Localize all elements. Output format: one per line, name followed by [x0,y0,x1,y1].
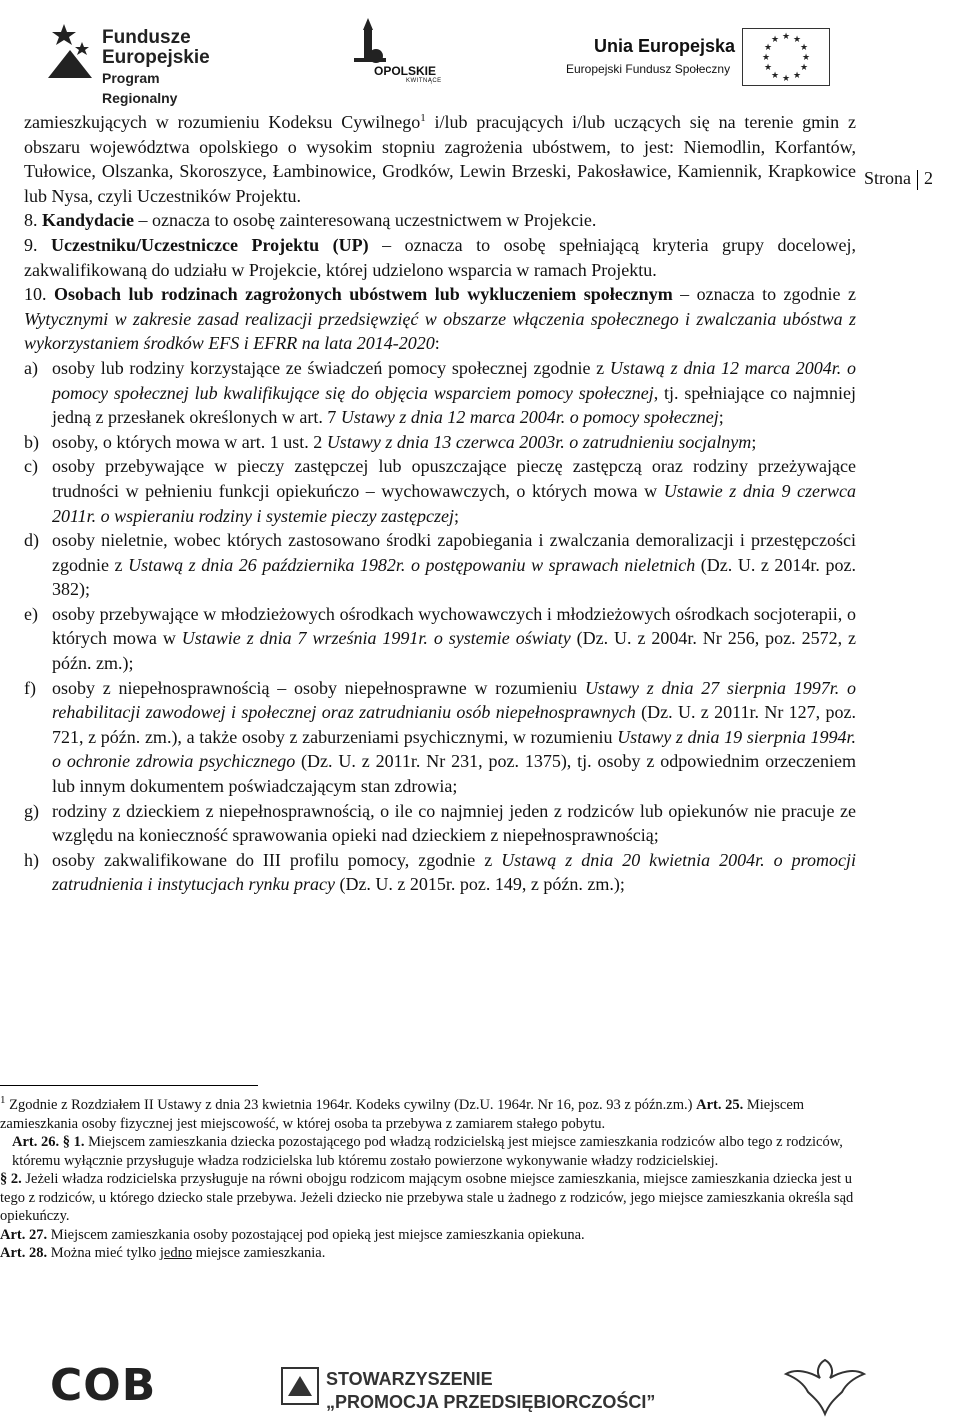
cob-logo: COB [50,1360,157,1411]
criteria-label: e) [24,603,38,624]
svg-text:★: ★ [781,32,791,42]
criteria-text: osoby, o których mowa w art. 1 ust. 2 Ustawy z dnia 13 czerwca 2003r. o zatrudnieniu socjalnym; [52,431,757,452]
fe-line2: Europejskie [102,47,210,68]
svg-text:★: ★ [761,53,771,63]
wytyczne-title: Wytycznymi w zakresie zasad realizacji przedsięwzięć w obszarze włączenia społecznego i zwalczania ubóstwa z wykorzystaniem środków EFS i EFRR na lata 2014-2020 [24,308,856,354]
criteria-text: osoby z niepełnosprawnością – osoby niepełnosprawne w rozumieniu Ustawy z dnia 27 sierpnia 1997r. o rehabilitacji zawodowej i społecznej oraz zatrudnianiu osób niepełnosprawnych (Dz. U. z 2011r. Nr 127, poz. 721, z późn. zm.), a także osoby z zaburzeniami psychicznymi, w rozumieniu Ustawy z dnia 19 sierpnia 1994r. o ochronie zdrowia psychicznego (Dz. U. z 2011r. Nr 231, poz. 1375), tj. osoby z odpowiednim orzeczeniem lub innym dokumentem poświadczającym stan zdrowia; [52,677,856,797]
stowarzyszenie-emblem-icon [280,1366,320,1406]
criteria-text: osoby nieletnie, wobec których zastosowano środki zapobiegania i zwalczania demoralizacji i przestępczości zgodnie z Ustawą z dnia 26 października 1982r. o postępowaniu w sprawach nieletnich (Dz. U. z 2014r. poz. 382); [52,530,856,600]
criteria-item [24,848,856,897]
criteria-item [24,430,856,455]
opolskie-sub: KWITNĄCE [406,78,442,84]
svg-text:★: ★ [799,43,809,53]
svg-text:★: ★ [792,71,802,81]
term-uczestnik: Uczestniku/Uczestniczce Projektu (UP) [51,234,369,255]
svg-text:★: ★ [763,43,773,53]
definition-8: 8. Kandydacie – oznacza to osobę zainteresowaną uczestnictwem w Projekcie. [24,210,597,231]
criteria-item [24,356,856,430]
criteria-list [24,356,856,897]
page-number-label [864,168,933,190]
footer-logos [0,1352,960,1422]
criteria-label: h) [24,849,39,870]
page-word: Strona [864,168,911,188]
svg-text:★: ★ [781,74,791,84]
fe-line1: Fundusze [102,27,191,48]
criteria-label: d) [24,530,39,551]
criteria-label: g) [24,800,39,821]
criteria-label: f) [24,677,36,698]
footnote-rule [0,1085,258,1086]
criteria-text: osoby przebywające w pieczy zastępczej lub opuszczające pieczę zastępczą oraz rodziny przeżywające trudności w pełnieniu funkcji opiekuńczo – wychowawczych, o których mowa w Ustawie z dnia 9 czerwca 2011r. o wspieraniu rodziny i systemie pieczy zastępczej; [52,456,857,526]
svg-text:★: ★ [801,53,811,63]
opolskie-tower-icon [350,18,390,66]
criteria-item [24,454,856,528]
criteria-label: b) [24,431,39,452]
definition-10: 10. Osobach lub rodzinach zagrożonych ubóstwem lub wykluczeniem społecznym – oznacza to zgodnie z Wytycznymi w zakresie zasad realizacji przedsięwzięć w obszarze włączenia społecznego i zwalczania ubóstwa z wykorzystaniem środków EFS i EFRR na lata 2014-2020: [24,284,857,354]
criteria-item [24,528,856,602]
stowarzyszenie-logo: STOWARZYSZENIE „PROMOCJA PRZEDSIĘBIORCZOŚCI” [326,1369,656,1412]
footnotes [0,1096,860,1263]
criteria-text: osoby przebywające w młodzieżowych ośrodkach wychowawczych i młodzieżowych ośrodkach socjoterapii, o których mowa w Ustawie z dnia 7 września 1991r. o systemie oświaty (Dz. U. z 2004r. Nr 256, poz. 2572, z późn. zm.); [52,603,856,674]
ue-line1: Unia Europejska [594,36,736,56]
opolskie-logo [350,18,460,88]
criteria-text: rodziny z dzieckiem z niepełnosprawnością, o ile co najmniej jeden z rodziców lub opiekunów nie pracuje ze względu na konieczność sprawowania opieki nad dzieckiem z niepełnosprawnością; [52,800,856,846]
term-kandydacie: Kandydacie [42,210,135,231]
header-logos [0,0,960,106]
criteria-item [24,676,856,799]
definition-9: 9. Uczestniku/Uczestniczce Projektu (UP) – oznacza to osobę spełniającą kryteria grupy docelowej, zakwalifikowaną do udziału w Projekcie, której udzielono wsparcia w ramach Projektu. [24,234,857,280]
svg-text:★: ★ [792,35,802,45]
unia-europejska-logo [566,28,828,84]
document-body [24,110,856,897]
fe-star-icon [44,20,96,80]
page-number: 2 [924,168,933,188]
footnote-art28: Art. 28. Można mieć tylko jedno miejsce zamieszkania. [0,1245,326,1261]
page-separator [917,170,918,190]
eu-flag-icon [742,28,830,86]
criteria-text: osoby lub rodziny korzystające ze świadczeń pomocy społecznej zgodnie z Ustawą z dnia 12 marca 2004r. o pomocy społecznej lub kwalifikujące się do objęcia wsparciem pomocy społecznej, tj. spełniające co najmniej jedną z przesłanek określonych w art. 7 Ustawy z dnia 12 marca 2004r. o pomocy społecznej; [52,357,856,428]
criteria-label: c) [24,456,38,477]
footnote-art27: Art. 27. Miejscem zamieszkania osoby pozostającej pod opieką jest miejsce zamieszkania opiekuna. [0,1226,585,1243]
opolskie-name: OPOLSKIE [374,64,437,78]
footnote-1: $^1$ Zgodnie z Rozdziałem II Ustawy z dnia 23 kwietnia 1964r. Kodeks cywilny (Dz.U. 1964r. Nr 16, poz. 93 z późn.zm.) Art. 25. Miejscem zamieszkania osoby fizycznej jest miejscowość, w której osoba ta przebywa z zamiarem stałego pobytu. [0,1094,805,1132]
svg-text:★: ★ [763,63,773,73]
fundusze-europejskie-logo [44,18,224,106]
footnote-art26: Art. 26. § 1. Miejscem zamieszkania dziecka pozostającego pod władzą rodzicielską jest miejsce zamieszkania rodziców albo tego z rodziców, któremu wyłącznie przysługuje władza rodzicielska lub któremu zostało powierzone wykonywanie władzy rodzicielskiej. [12,1134,843,1169]
svg-text:★: ★ [799,63,809,73]
svg-text:★: ★ [770,71,780,81]
criteria-text: osoby zakwalifikowane do III profilu pomocy, zgodnie z Ustawą z dnia 20 kwietnia 2004r. o promocji zatrudnienia i instytucjach rynku pracy (Dz. U. z 2015r. poz. 149, z późn. zm.); [52,849,856,895]
footnote-ref[interactable]: 1 [420,112,426,124]
criteria-item [24,799,856,848]
footnote-art26-p2: § 2. Jeżeli władza rodzicielska przysługuje na równi obojgu rodzicom mającym osobne miejsce zamieszkania, miejsce zamieszkania dziecka jest u tego z rodziców, u którego dziecko stale przebywa. Jeżeli dziecko nie przebywa stale u żadnego z rodziców, jego miejsce zamieszkania określa sąd opiekuńczy. [0,1171,854,1224]
criteria-label: a) [24,357,38,378]
term-zagrozonych: Osobach lub rodzinach zagrożonych ubóstwem lub wykluczeniem społecznym [53,284,673,305]
svg-text:★: ★ [770,35,780,45]
fe-line3: Program Regionalny [102,70,178,106]
criteria-item [24,602,856,676]
ue-line2: Europejski Fundusz Społeczny [566,62,731,76]
eagle-emblem-icon [780,1354,870,1420]
intro-paragraph: zamieszkujących w rozumieniu Kodeksu Cywilnego$^1$ i/lub pracujących i/lub uczących się na terenie gmin z obszaru województwa opolskiego o wysokim stopniu zagrożenia ubóstwem, to jest: Niemodlin, Korfantów, Tułowice, Olszanka, Skoroszyce, Łambinowice, Grodków, Lewin Brzeski, Pakosławice, Kamiennik, Krapkowice lub Nysa, czyli Uczestników Projektu. [24,112,856,206]
